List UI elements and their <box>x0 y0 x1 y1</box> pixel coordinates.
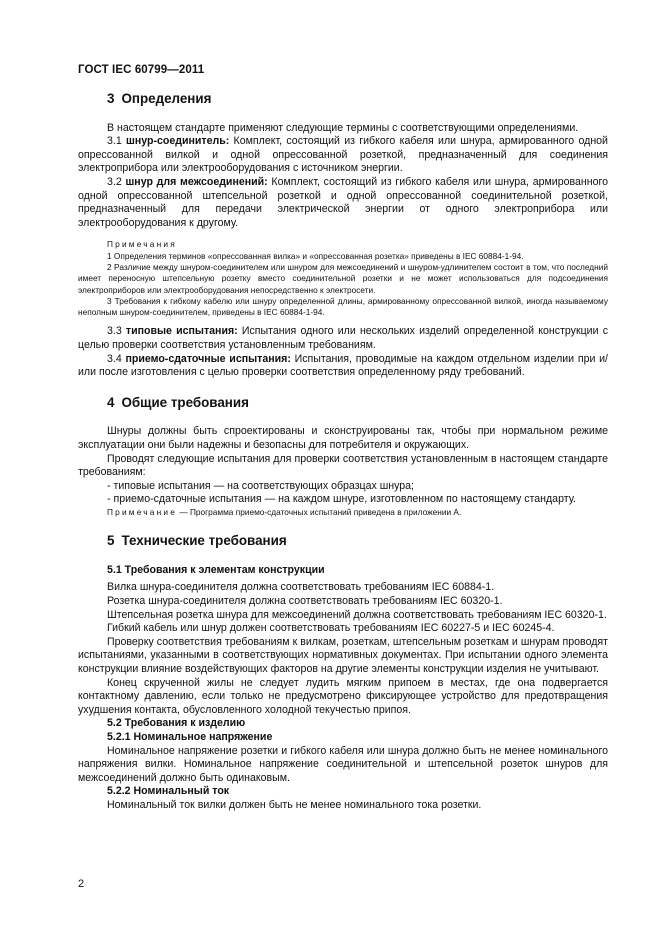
term-3-4-term: приемо-сдаточные испытания: <box>125 352 291 365</box>
term-3-4-number: 3.4 <box>107 352 122 365</box>
term-3-1-number: 3.1 <box>107 135 122 148</box>
note-1: 1 Определения терминов «опрессованная вилка» и «опрессованная розетка» приведены в IEC 60884-1-94. <box>107 250 524 261</box>
section-3-intro: В настоящем стандарте применяют следующие термины с соответствующими определениями. <box>107 121 579 134</box>
term-3-2-number: 3.2 <box>107 175 122 188</box>
page-number: 2 <box>78 878 85 890</box>
subsection-5-2-1-heading: 5.2.1 Номинальное напряжение <box>107 730 273 743</box>
term-3-1 <box>78 135 608 176</box>
section-3-heading <box>107 92 608 106</box>
section-5-paragraph-5: Проверку соответствия требованиям к вилкам, розеткам, штепсельным розеткам и шнурам проводят испытаниями, указанными в соответствующих нормативных документах. При испытании одного элемента конструкции влияние воздействующих факторов на другие элементы конструкции изделия не учитывают. <box>78 635 608 675</box>
term-3-1-term: шнур-соединитель: <box>126 135 230 148</box>
subsection-5-2-2-heading: 5.2.2 Номинальный ток <box>107 785 230 798</box>
section-4-number: 4 <box>107 394 115 410</box>
section-5-title: Технические требования <box>121 533 287 549</box>
section-5-paragraph-2: Розетка шнура-соединителя должна соответствовать требованиям IEC 60320-1. <box>107 595 503 608</box>
term-3-3-definition: Испытания одного или нескольких изделий определенной конструкции с целью проверки соответствия установленным требованиям. <box>78 325 608 352</box>
document-body <box>78 92 608 813</box>
term-3-3-number: 3.3 <box>107 325 122 338</box>
term-3-4 <box>78 353 608 380</box>
section-5-number: 5 <box>107 533 115 549</box>
section-5-paragraph-7: Номинальное напряжение розетки и гибкого кабеля или шнура должно быть не менее номинального напряжения вилки. Номинальное напряжение соединительной и штепсельной розеток шнуров для межсоединений должно быть одинаковым. <box>78 744 608 784</box>
section-3-number: 3 <box>107 91 115 106</box>
term-3-1-definition: Комплект, состоящий из гибкого кабеля или шнура, армированного одной опрессованной вилкой и одной опрессованной розеткой, предназначенный для соединения электроприбора или электрооборудования с источником энергии. <box>78 135 608 175</box>
section-4-paragraph-1: Шнуры должны быть спроектированы и сконструированы так, чтобы при нормальном режиме эксплуатации они были надежны и безопасны для потребителя и окружающих. <box>78 425 608 451</box>
term-3-3-term: типовые испытания: <box>125 325 238 338</box>
term-3-4-definition: Испытания, проводимые на каждом отдельном изделии при и/или после изготовления с целью проверки соответствия определенному ряду требований. <box>78 352 608 379</box>
section-4-note-text: — Программа приемо-сдаточных испытаний приведена в приложении А. <box>177 506 462 517</box>
section-3-notes <box>78 239 608 318</box>
subsection-5-2-heading: 5.2 Требования к изделию <box>107 717 246 730</box>
subsection-5-1-heading: 5.1 Требования к элементам конструкции <box>107 563 325 576</box>
list-item-type-tests: - типовые испытания — на соответствующих образцах шнура; <box>107 479 415 492</box>
notes-label: Примечания <box>107 239 177 250</box>
section-4-note <box>78 507 608 518</box>
term-3-2-term: шнур для межсоединений: <box>125 175 268 188</box>
list-item-acceptance-tests: - приемо-сдаточные испытания — на каждом шнуре, изготовленном по настоящему стандарту. <box>107 493 576 506</box>
section-5-paragraph-4: Гибкий кабель или шнур должен соответствовать требованиям IEC 60227-5 и IEC 60245-4. <box>107 622 555 635</box>
section-5-paragraph-1: Вилка шнура-соединителя должна соответствовать требованиям IEC 60884-1. <box>107 581 495 594</box>
doc-header: ГОСТ IEC 60799—2011 <box>78 64 205 76</box>
term-3-2-definition: Комплект, состоящий из гибкого кабеля или шнура, армированного одной опрессованной штепсельной розеткой и одной опрессованной соединительной розеткой, предназначенный для передачи электрической энергии от одного электроприбора или электрооборудования к другому. <box>78 175 608 229</box>
section-5-paragraph-3: Штепсельная розетка шнура для межсоединений должна соответствовать требованиям IEC 60320-1. <box>107 608 607 621</box>
section-4-paragraph-2: Проводят следующие испытания для проверки соответствия установленным в настоящем стандарте требованиям: <box>78 452 608 479</box>
term-3-2 <box>78 176 608 230</box>
section-5-paragraph-6: Конец скрученной жилы не следует лудить мягким припоем в местах, где она подвергается контактному давлению, если только не предусмотрено фиксирующее устройство для предотвращения ухудшения контакта, обусловленного холодной текучестью припоя. <box>78 676 608 716</box>
section-4-note-label: Примечание <box>107 506 178 517</box>
note-2: 2 Различие между шнуром-соединителем или шнуром для межсоединений и шнуром-удлинителем состоит в том, что последний имеет переносную штепсельную розетку вместо соединительной розетки и не может использоваться для подсоединения электроприборов или электрооборудования непосредственно к электросети. <box>78 261 608 295</box>
section-5-heading <box>107 534 608 548</box>
note-3: 3 Требования к гибкому кабелю или шнуру определенной длины, армированному опрессованной вилкой, иногда называемому неполным шнуром-соединителем, приведены в IEC 60884-1-94. <box>78 295 608 318</box>
section-4-title: Общие требования <box>121 394 249 410</box>
section-3-title: Определения <box>121 91 212 106</box>
section-5-paragraph-8: Номинальный ток вилки должен быть не менее номинального тока розетки. <box>107 798 482 811</box>
section-4-heading <box>107 396 608 410</box>
term-3-3 <box>78 325 608 352</box>
